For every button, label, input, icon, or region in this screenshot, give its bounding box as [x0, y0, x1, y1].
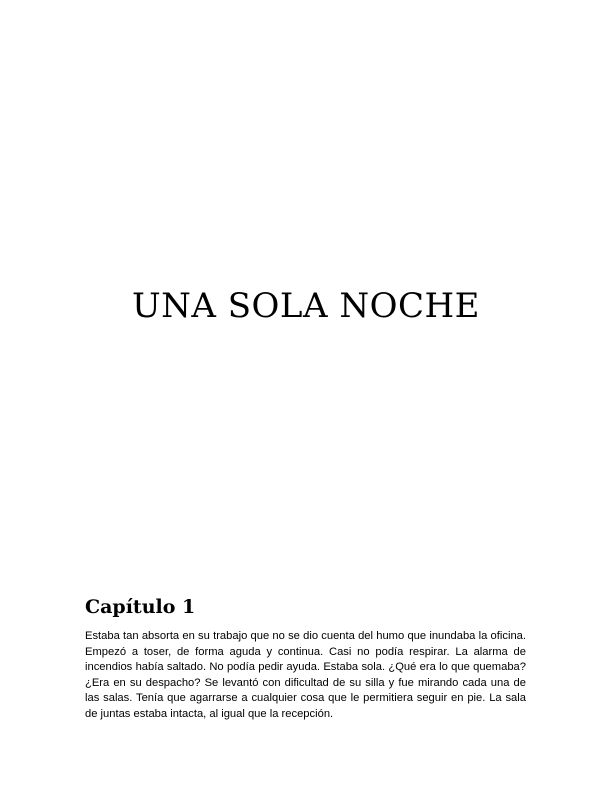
- book-title: UNA SOLA NOCHE: [132, 286, 480, 326]
- chapter-heading: Capítulo 1: [85, 596, 196, 618]
- chapter-paragraph: Estaba tan absorta en su trabajo que no se dio cuenta del humo que inundaba la oficina. Empezó a toser, de forma aguda y continua. Casi no podía respirar. La alarma de incendios había saltado. No podía pedir ayuda. Estaba sola. ¿Qué era lo que quemaba? ¿Era en su despacho? Se levantó con dificultad de su silla y fue mirando cada una de las salas. Tenía que agarrarse a cualquier cosa que le permitiera seguir en pie. La sala de juntas estaba intacta, al igual que la recepción.: [85, 630, 526, 720]
